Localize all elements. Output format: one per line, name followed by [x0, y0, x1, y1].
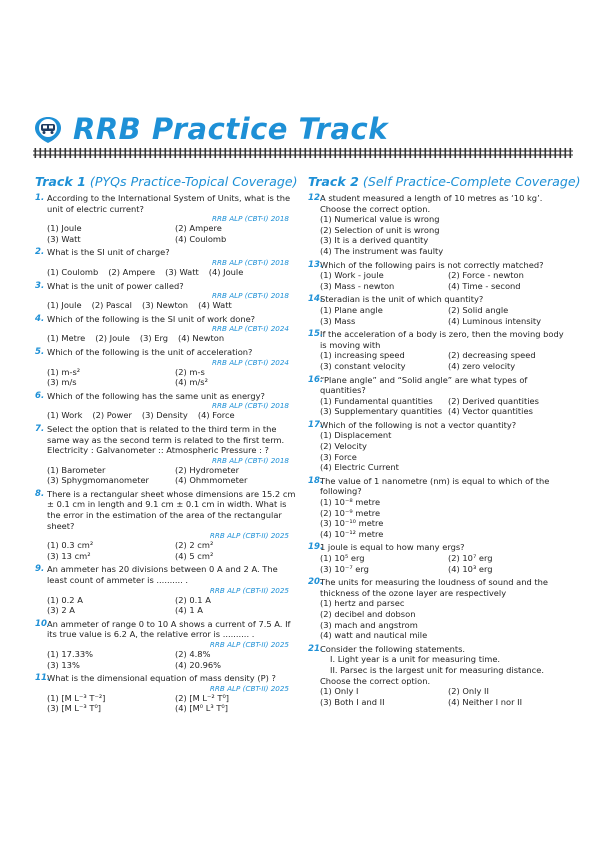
question-text: There is a rectangular sheet whose dimensions are 15.2 cm ± 0.1 cm in length and 9.1 cm ± 0.1 cm in width. What is the error in the estimation of the area of the rectangular sheet?	[47, 488, 296, 531]
option: (4) Time - second	[448, 280, 521, 291]
question-instruction: Choose the correct option.	[320, 675, 431, 686]
option: (2) m-s	[175, 366, 205, 377]
question-item	[308, 329, 570, 371]
page-title: RRB Practice Track	[73, 112, 388, 146]
option: (4) Luminous intensity	[448, 315, 542, 326]
option: (2) Derived quantities	[448, 395, 539, 406]
question-text: Steradian is the unit of which quantity?	[320, 294, 484, 305]
question-number: 6.	[35, 390, 45, 401]
question-item	[35, 247, 297, 277]
question-number: 14.	[308, 294, 324, 305]
options-list	[320, 305, 570, 326]
option: (3) 13%	[47, 659, 80, 670]
question-text: A student measured a length of 10 metres as ‘10 kg’. Choose the correct option.	[320, 193, 543, 214]
option: (3) mach and angstrom	[320, 619, 418, 630]
option: (2) 10⁻⁹ metre	[320, 507, 381, 518]
track-2-heading	[308, 174, 581, 189]
question-item	[35, 489, 297, 562]
question-item	[35, 193, 297, 244]
option: (2) [M L⁻² T⁰]	[175, 692, 230, 703]
exam-source: RRB ALP (CBT-I) 2018	[212, 401, 289, 411]
option: (3) constant velocity	[320, 360, 406, 371]
option: (1) Displacement	[320, 430, 392, 441]
question-text: What is the SI unit of charge?	[47, 247, 170, 258]
option: (3) Force	[320, 451, 357, 462]
option: (2) Velocity	[320, 441, 367, 452]
question-number: 13.	[308, 259, 324, 270]
question-text: What is the unit of power called?	[47, 280, 184, 291]
option: (4) zero velocity	[448, 360, 516, 371]
option: (1) Work	[47, 410, 83, 421]
question-text: Select the option that is related to the third term in the same way as the second term is related to the first term. Electricity : Galvanometer :: Atmospheric Pressure : ?	[47, 423, 285, 456]
option: (4) m/s²	[175, 377, 208, 388]
question-number: 12.	[308, 193, 324, 203]
question-text: The value of 1 nanometre (nm) is equal to which of the following?	[320, 475, 550, 497]
options-list	[320, 553, 570, 574]
train-icon	[33, 116, 63, 144]
track-1-column	[35, 174, 297, 717]
option: (4) Force	[197, 410, 235, 421]
option: (4) 1 A	[175, 605, 203, 616]
question-text: Which of the following is the unit of acceleration?	[47, 346, 253, 357]
question-item	[308, 644, 570, 708]
option: (1) [M L⁻³ T⁻²]	[47, 692, 106, 703]
options-list	[320, 497, 570, 539]
options-list	[47, 693, 297, 714]
option: (4) 10³ erg	[448, 563, 493, 574]
question-item	[35, 619, 297, 670]
option: (3) Watt	[165, 266, 199, 277]
question-item	[35, 314, 297, 344]
option: (2) Pascal	[91, 300, 132, 311]
option: (4) Newton	[178, 333, 225, 344]
track-1-heading	[35, 174, 297, 189]
option: (2) Solid angle	[448, 304, 509, 315]
option: (1) increasing speed	[320, 350, 405, 361]
option: (3) 10⁻¹⁰ metre	[320, 518, 384, 529]
option: (3) Watt	[47, 233, 81, 244]
question-number: 1.	[35, 193, 45, 203]
track-2-subtitle: (Self Practice-Complete Coverage)	[362, 174, 581, 189]
question-text: An ammeter of range 0 to 10 A shows a current of 7.5 A. If its true value is 6.2 A, the relative error is .......... .	[47, 618, 291, 640]
exam-source: RRB ALP (CBT-I) 2018	[212, 214, 289, 224]
option: (4) Coulomb	[175, 233, 227, 244]
option: (4) [M⁰ L³ T⁰]	[175, 703, 228, 714]
question-text: Consider the following statements.	[320, 643, 466, 654]
option: (2) decreasing speed	[448, 350, 536, 361]
option: (4) Ohmmometer	[175, 475, 248, 486]
option: (2) Force - newton	[448, 270, 524, 281]
question-number: 10.	[35, 618, 51, 629]
track-2-label: Track 2	[308, 174, 359, 189]
question-number: 9.	[35, 564, 45, 575]
question-number: 20.	[308, 577, 324, 588]
question-text: The units for measuring the loudness of sound and the thickness of the ozone layer are respectively	[320, 577, 549, 598]
option: (1) Joule	[47, 223, 82, 234]
options-list	[320, 686, 570, 707]
option: (1) 10⁵ erg	[320, 553, 365, 563]
question-number: 11.	[35, 673, 51, 684]
track-2-column	[308, 174, 581, 710]
question-item	[308, 542, 570, 574]
options-list	[47, 465, 297, 486]
option: (2) Joule	[95, 333, 130, 344]
statement: I. Light year is a unit for measuring time.	[330, 654, 501, 665]
exam-source: RRB ALP (CBT-I) 2018	[212, 257, 289, 267]
question-number: 19.	[308, 542, 324, 553]
railway-track-divider	[33, 148, 573, 158]
option: (1) 17.33%	[47, 649, 94, 659]
options-list	[320, 430, 570, 472]
options-list	[47, 267, 297, 278]
option: (3) Supplementary quantities	[320, 406, 443, 417]
question-text: An ammeter has 20 divisions between 0 A and 2 A. The least count of ammeter is .......... .	[47, 564, 278, 586]
option: (1) Fundamental quantities	[320, 395, 433, 406]
question-number: 18.	[308, 475, 324, 486]
option: (4) Vector quantities	[448, 406, 533, 417]
option: (1) Numerical value is wrong	[320, 214, 440, 225]
option: (2) 2 cm²	[175, 540, 214, 551]
option: (1) 0.3 cm²	[47, 540, 94, 551]
question-item	[35, 347, 297, 388]
option: (1) Joule	[47, 300, 82, 311]
options-list	[47, 333, 297, 344]
option: (3) Both I and II	[320, 696, 385, 707]
option: (2) 0.1 A	[175, 594, 211, 605]
option: (2) 4.8%	[175, 649, 211, 659]
question-number: 16.	[308, 374, 324, 385]
option: (2) decibel and dobson	[320, 608, 416, 619]
question-text: Which of the following has the same unit as energy?	[47, 390, 265, 401]
option: (1) Only I	[320, 686, 359, 697]
question-item	[35, 391, 297, 421]
option: (4) The instrument was faulty	[320, 245, 444, 256]
option: (1) hertz and parsec	[320, 598, 405, 609]
option: (3) Erg	[139, 333, 169, 344]
option: (2) Selection of unit is wrong	[320, 224, 440, 235]
question-number: 5.	[35, 346, 45, 357]
question-item	[308, 294, 570, 326]
options-list	[47, 540, 297, 561]
option: (2) 10⁷ erg	[448, 553, 493, 563]
options-list	[320, 350, 570, 371]
option: (2) Ampere	[108, 266, 156, 277]
question-number: 8.	[35, 488, 45, 499]
option: (4) Neither I nor II	[448, 696, 523, 707]
question-text: According to the International System of Units, what is the unit of electric current?	[47, 193, 291, 214]
options-list	[47, 367, 297, 388]
options-list	[47, 300, 297, 311]
exam-source: RRB ALP (CBT-I) 2024	[212, 324, 289, 334]
option: (3) Density	[141, 410, 188, 421]
question-number: 15.	[308, 329, 324, 340]
option: (1) Plane angle	[320, 304, 383, 315]
options-list	[320, 598, 570, 640]
question-item	[308, 375, 570, 417]
option: (1) 10⁻⁸ metre	[320, 497, 381, 508]
option: (4) Watt	[198, 300, 232, 311]
question-item	[308, 420, 570, 473]
options-list	[320, 396, 570, 417]
option: (2) Power	[92, 410, 132, 421]
question-item	[35, 424, 297, 486]
options-list	[320, 214, 570, 256]
exam-source: RRB ALP (CBT-II) 2025	[209, 585, 289, 595]
option: (3) 13 cm²	[47, 550, 91, 561]
option: (3) 10⁻⁷ erg	[320, 563, 369, 574]
question-item	[308, 260, 570, 292]
option: (3) 2 A	[47, 605, 75, 616]
question-text: Which of the following pairs is not correctly matched?	[320, 259, 544, 270]
track-1-subtitle: (PYQs Practice-Topical Coverage)	[89, 174, 298, 189]
options-list	[47, 649, 297, 670]
question-text: If the acceleration of a body is zero, then the moving body is moving with	[320, 329, 564, 350]
option: (1) Barometer	[47, 464, 106, 475]
question-text: Which of the following is not a vector quantity?	[320, 419, 517, 430]
option: (3) It is a derived quantity	[320, 235, 429, 246]
question-text: Which of the following is the SI unit of work done?	[47, 313, 256, 324]
options-list	[47, 595, 297, 616]
question-number: 2.	[35, 247, 45, 258]
question-number: 21.	[308, 643, 324, 654]
option: (3) m/s	[47, 377, 77, 388]
options-list	[47, 223, 297, 244]
option: (4) 5 cm²	[175, 550, 214, 561]
track-1-label: Track 1	[35, 174, 86, 189]
option: (1) Coulomb	[47, 266, 99, 277]
question-number: 4.	[35, 313, 45, 324]
option: (4) 20.96%	[175, 659, 222, 670]
exam-source: RRB ALP (CBT-II) 2025	[209, 683, 289, 693]
options-list	[320, 270, 570, 291]
exam-source: RRB ALP (CBT-I) 2024	[212, 357, 289, 367]
option: (2) Ampere	[175, 223, 222, 234]
question-item	[35, 281, 297, 311]
exam-source: RRB ALP (CBT-I) 2018	[212, 291, 289, 301]
exam-source: RRB ALP (CBT-II) 2025	[209, 531, 289, 541]
option: (1) 0.2 A	[47, 594, 83, 605]
exam-source: RRB ALP (CBT-I) 2018	[212, 455, 289, 465]
option: (2) Only II	[448, 686, 489, 697]
option: (4) watt and nautical mile	[320, 630, 428, 641]
option: (3) [M L⁻³ T⁰]	[47, 703, 102, 714]
question-text: “Plane angle” and “Solid angle” are what types of quantities?	[320, 374, 528, 396]
question-text: 1 joule is equal to how many ergs?	[320, 542, 465, 553]
question-item	[308, 476, 570, 540]
option: (4) Electric Current	[320, 462, 399, 473]
question-text: What is the dimensional equation of mass density (P) ?	[47, 673, 276, 684]
question-item	[308, 193, 570, 257]
option: (3) Sphygmomanometer	[47, 475, 149, 486]
question-item	[35, 673, 297, 714]
option: (3) Mass - newton	[320, 280, 395, 291]
question-number: 3.	[35, 280, 45, 291]
option: (1) Metre	[47, 333, 86, 344]
option: (1) m-s²	[47, 366, 81, 377]
question-item	[35, 564, 297, 615]
question-number: 7.	[35, 423, 45, 434]
question-number: 17.	[308, 419, 324, 430]
option: (4) Joule	[208, 266, 244, 277]
option: (2) Hydrometer	[175, 464, 240, 475]
question-item	[308, 577, 570, 641]
options-list	[47, 410, 297, 421]
option: (3) Newton	[141, 300, 189, 311]
exam-source: RRB ALP (CBT-II) 2025	[209, 640, 289, 649]
statement: II. Parsec is the largest unit for measuring distance.	[330, 664, 544, 675]
option: (4) 10⁻¹² metre	[320, 528, 384, 539]
option: (1) Work - joule	[320, 270, 384, 281]
option: (3) Mass	[320, 315, 356, 326]
